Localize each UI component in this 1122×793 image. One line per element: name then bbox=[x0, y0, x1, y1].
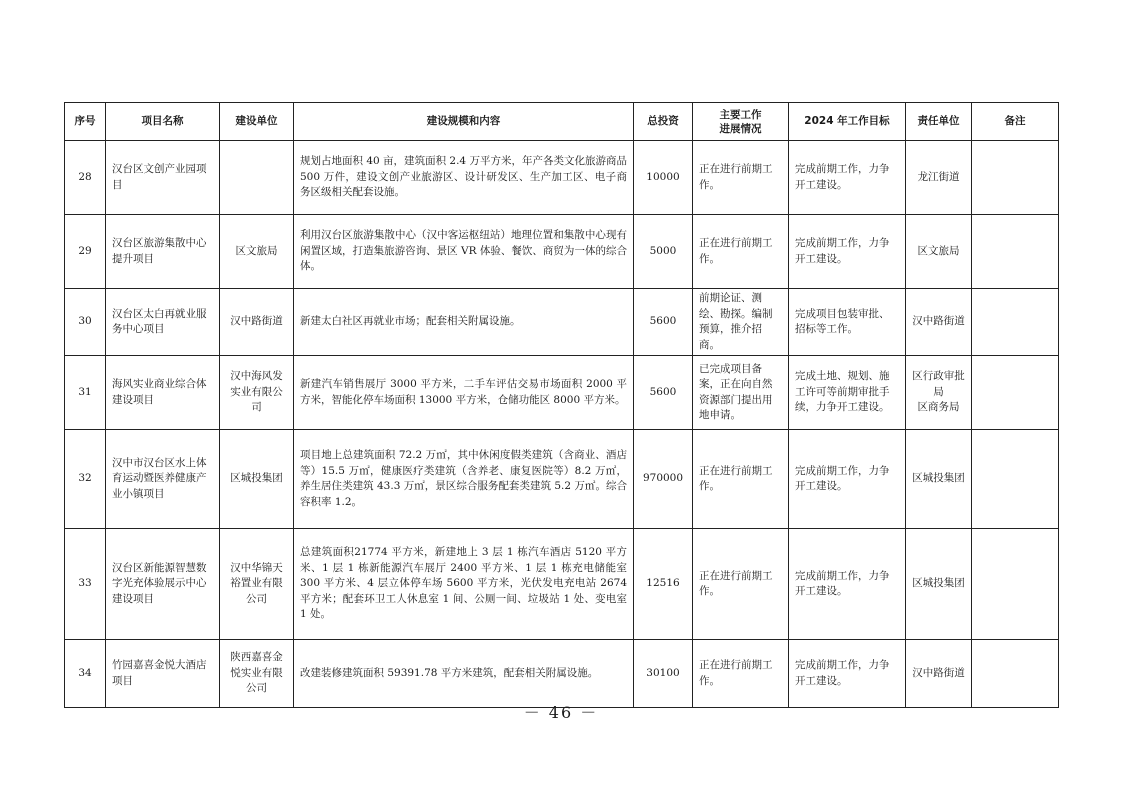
row-unit: 区文旅局 bbox=[220, 215, 294, 289]
header-invest: 总投资 bbox=[634, 103, 693, 141]
row-progress: 正在进行前期工作。 bbox=[693, 141, 789, 215]
table-row bbox=[65, 215, 1059, 289]
row-progress: 正在进行前期工作。 bbox=[693, 215, 789, 289]
row-resp: 区行政审批局 区商务局 bbox=[906, 356, 972, 430]
row-unit: 汉中华锦天裕置业有限公司 bbox=[220, 529, 294, 640]
header-no: 序号 bbox=[65, 103, 106, 141]
row-content: 项目地上总建筑面积 72.2 万㎡，其中休闲度假类建筑（含商业、酒店等）15.5 万㎡，健康医疗类建筑（含养老、康复医院等）8.2 万㎡，养生居住类建筑 43.3 万㎡，景区综合服务配套类建筑 5.2 万㎡。综合容积率 1.2。 bbox=[294, 430, 634, 529]
row-note bbox=[972, 640, 1059, 708]
header-content: 建设规模和内容 bbox=[294, 103, 634, 141]
header-name: 项目名称 bbox=[106, 103, 220, 141]
row-unit: 陕西嘉喜金悦实业有限公司 bbox=[220, 640, 294, 708]
row-no: 34 bbox=[65, 640, 106, 708]
row-progress: 正在进行前期工作。 bbox=[693, 430, 789, 529]
row-no: 32 bbox=[65, 430, 106, 529]
row-content: 新建汽车销售展厅 3000 平方米，二手车评估交易市场面积 2000 平方米，智能化停车场面积 13000 平方米，仓储功能区 8000 平方米。 bbox=[294, 356, 634, 430]
header-goal: 2024 年工作目标 bbox=[789, 103, 906, 141]
row-goal: 完成前期工作，力争开工建设。 bbox=[789, 430, 906, 529]
page-number: － 46 － bbox=[523, 703, 599, 722]
row-content: 规划占地面积 40 亩，建筑面积 2.4 万平方米，年产各类文化旅游商品 500 万件，建设文创产业旅游区、设计研发区、生产加工区、电子商务区级相关配套设施。 bbox=[294, 141, 634, 215]
table-row bbox=[65, 640, 1059, 708]
header-progress: 主要工作 进展情况 bbox=[693, 103, 789, 141]
row-unit bbox=[220, 141, 294, 215]
row-unit: 区城投集团 bbox=[220, 430, 294, 529]
row-name: 汉台区旅游集散中心提升项目 bbox=[106, 215, 220, 289]
row-progress: 正在进行前期工作。 bbox=[693, 529, 789, 640]
table-row bbox=[65, 141, 1059, 215]
table-header-row bbox=[65, 103, 1059, 141]
row-invest: 10000 bbox=[634, 141, 693, 215]
project-table bbox=[64, 102, 1059, 708]
row-name: 汉台区太白再就业服务中心项目 bbox=[106, 289, 220, 356]
row-unit: 汉中路街道 bbox=[220, 289, 294, 356]
row-resp: 区文旅局 bbox=[906, 215, 972, 289]
row-no: 29 bbox=[65, 215, 106, 289]
row-no: 33 bbox=[65, 529, 106, 640]
row-resp: 区城投集团 bbox=[906, 529, 972, 640]
row-note bbox=[972, 141, 1059, 215]
row-invest: 30100 bbox=[634, 640, 693, 708]
row-goal: 完成前期工作，力争开工建设。 bbox=[789, 141, 906, 215]
row-resp: 区城投集团 bbox=[906, 430, 972, 529]
row-note bbox=[972, 356, 1059, 430]
row-invest: 5600 bbox=[634, 356, 693, 430]
row-unit: 汉中海风发实业有限公司 bbox=[220, 356, 294, 430]
row-content: 利用汉台区旅游集散中心（汉中客运枢纽站）地理位置和集散中心现有闲置区域，打造集旅游咨询、景区 VR 体验、餐饮、商贸为一体的综合体。 bbox=[294, 215, 634, 289]
row-note bbox=[972, 289, 1059, 356]
row-content: 改建装修建筑面积 59391.78 平方米建筑，配套相关附属设施。 bbox=[294, 640, 634, 708]
row-no: 30 bbox=[65, 289, 106, 356]
row-goal: 完成前期工作，力争开工建设。 bbox=[789, 640, 906, 708]
header-note: 备注 bbox=[972, 103, 1059, 141]
row-progress: 已完成项目备案，正在向自然资源部门提出用地申请。 bbox=[693, 356, 789, 430]
row-note bbox=[972, 430, 1059, 529]
row-progress: 正在进行前期工作。 bbox=[693, 640, 789, 708]
row-content: 总建筑面积21774 平方米，新建地上 3 层 1 栋汽车酒店 5120 平方米、1 层 1 栋新能源汽车展厅 2400 平方米、1 层 1 栋充电储能室 300 平方米、4 层立体停车场 5600 平方米，光伏发电充电站 2674 平方米；配套环卫工人休息室 1 间、公厕一间、垃圾站 1 处、变电室 1 处。 bbox=[294, 529, 634, 640]
row-note bbox=[972, 215, 1059, 289]
row-goal: 完成土地、规划、施工许可等前期审批手续，力争开工建设。 bbox=[789, 356, 906, 430]
row-invest: 12516 bbox=[634, 529, 693, 640]
row-name: 汉中市汉台区水上体育运动暨医养健康产业小镇项目 bbox=[106, 430, 220, 529]
row-invest: 970000 bbox=[634, 430, 693, 529]
row-goal: 完成前期工作，力争开工建设。 bbox=[789, 215, 906, 289]
row-name: 汉台区文创产业园项目 bbox=[106, 141, 220, 215]
row-resp: 龙江街道 bbox=[906, 141, 972, 215]
row-no: 28 bbox=[65, 141, 106, 215]
row-content: 新建太白社区再就业市场；配套相关附属设施。 bbox=[294, 289, 634, 356]
row-progress: 前期论证、测绘、勘探。编制预算，推介招商。 bbox=[693, 289, 789, 356]
table-row bbox=[65, 356, 1059, 430]
row-invest: 5600 bbox=[634, 289, 693, 356]
row-name: 海风实业商业综合体建设项目 bbox=[106, 356, 220, 430]
row-invest: 5000 bbox=[634, 215, 693, 289]
table-row bbox=[65, 430, 1059, 529]
row-no: 31 bbox=[65, 356, 106, 430]
table-row bbox=[65, 529, 1059, 640]
row-goal: 完成前期工作，力争开工建设。 bbox=[789, 529, 906, 640]
table-row bbox=[65, 289, 1059, 356]
row-resp: 汉中路街道 bbox=[906, 640, 972, 708]
header-unit: 建设单位 bbox=[220, 103, 294, 141]
header-resp: 责任单位 bbox=[906, 103, 972, 141]
row-name: 汉台区新能源智慧数字光充体验展示中心建设项目 bbox=[106, 529, 220, 640]
row-note bbox=[972, 529, 1059, 640]
row-resp: 汉中路街道 bbox=[906, 289, 972, 356]
row-goal: 完成项目包装审批、招标等工作。 bbox=[789, 289, 906, 356]
row-name: 竹园嘉喜金悦大酒店项目 bbox=[106, 640, 220, 708]
